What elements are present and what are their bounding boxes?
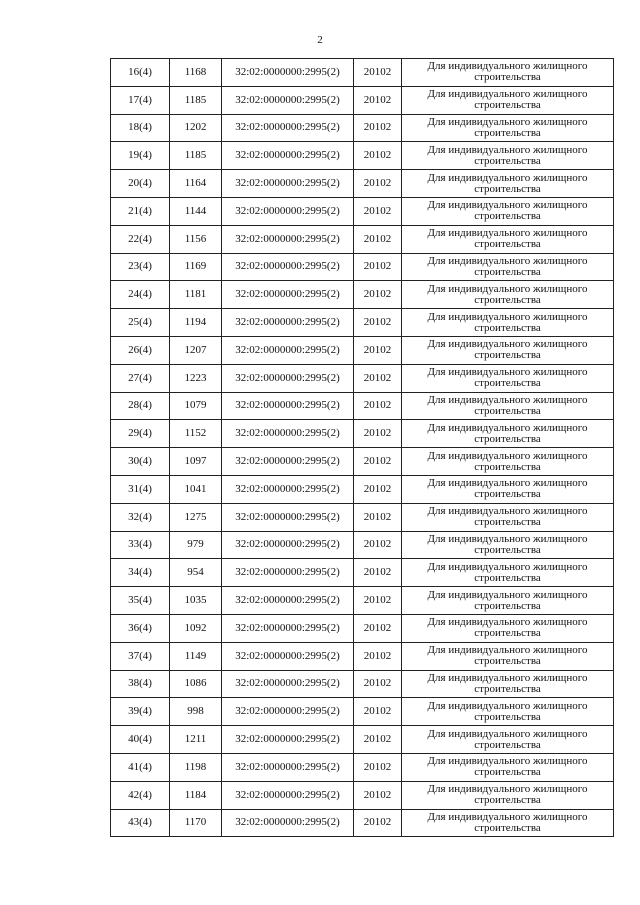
cadastral-number-cell: 32:02:0000000:2995(2) xyxy=(222,420,354,448)
purpose-text-line: Для индивидуального жилищного xyxy=(427,171,588,184)
purpose-text-line: Для индивидуального жилищного xyxy=(427,421,588,434)
area-cell: 1092 xyxy=(170,614,222,642)
code-cell: 20102 xyxy=(354,642,402,670)
plot-number-cell: 37(4) xyxy=(111,642,170,670)
cadastral-number-cell: 32:02:0000000:2995(2) xyxy=(222,448,354,476)
purpose-cell xyxy=(402,225,614,253)
code-cell: 20102 xyxy=(354,559,402,587)
table-row xyxy=(111,253,614,281)
purpose-text-line: Для индивидуального жилищного xyxy=(427,115,588,128)
cadastral-number-cell: 32:02:0000000:2995(2) xyxy=(222,225,354,253)
plot-number-cell: 40(4) xyxy=(111,726,170,754)
purpose-text-line: Для индивидуального жилищного xyxy=(427,671,588,684)
cadastral-number-cell: 32:02:0000000:2995(2) xyxy=(222,197,354,225)
purpose-cell xyxy=(402,59,614,87)
cadastral-number-cell: 32:02:0000000:2995(2) xyxy=(222,114,354,142)
table-row xyxy=(111,698,614,726)
table-row xyxy=(111,170,614,198)
purpose-text-line: строительства xyxy=(474,182,541,195)
purpose-text-line: строительства xyxy=(474,126,541,139)
table-body xyxy=(111,59,614,837)
purpose-text-line: строительства xyxy=(474,293,541,306)
plot-number-cell: 35(4) xyxy=(111,587,170,615)
purpose-text-line: строительства xyxy=(474,571,541,584)
area-cell: 1169 xyxy=(170,253,222,281)
purpose-text-line: Для индивидуального жилищного xyxy=(427,310,588,323)
plot-number-cell: 31(4) xyxy=(111,475,170,503)
area-cell: 1164 xyxy=(170,170,222,198)
table-row xyxy=(111,281,614,309)
plot-number-cell: 43(4) xyxy=(111,809,170,837)
area-cell: 1185 xyxy=(170,142,222,170)
purpose-cell xyxy=(402,197,614,225)
table-row xyxy=(111,670,614,698)
code-cell: 20102 xyxy=(354,253,402,281)
area-cell: 979 xyxy=(170,531,222,559)
area-cell: 1184 xyxy=(170,781,222,809)
purpose-text-line: Для индивидуального жилищного xyxy=(427,227,588,240)
purpose-text-line: строительства xyxy=(474,655,541,668)
table-row xyxy=(111,59,614,87)
code-cell: 20102 xyxy=(354,59,402,87)
area-cell: 1035 xyxy=(170,587,222,615)
purpose-cell xyxy=(402,86,614,114)
table-row xyxy=(111,809,614,837)
plot-number-cell: 27(4) xyxy=(111,364,170,392)
area-cell: 1275 xyxy=(170,503,222,531)
purpose-cell xyxy=(402,726,614,754)
area-cell: 1185 xyxy=(170,86,222,114)
purpose-text-line: строительства xyxy=(474,210,541,223)
purpose-cell xyxy=(402,614,614,642)
purpose-text-line: Для индивидуального жилищного xyxy=(427,810,588,823)
purpose-text-line: строительства xyxy=(474,99,541,112)
area-cell: 1198 xyxy=(170,753,222,781)
purpose-text-line: строительства xyxy=(474,432,541,445)
area-cell: 1194 xyxy=(170,309,222,337)
purpose-text-line: Для индивидуального жилищного xyxy=(427,282,588,295)
purpose-text-line: Для индивидуального жилищного xyxy=(427,727,588,740)
table-row xyxy=(111,726,614,754)
cadastral-number-cell: 32:02:0000000:2995(2) xyxy=(222,281,354,309)
purpose-text-line: Для индивидуального жилищного xyxy=(427,616,588,629)
plot-number-cell: 23(4) xyxy=(111,253,170,281)
purpose-text-line: строительства xyxy=(474,349,541,362)
purpose-cell xyxy=(402,753,614,781)
code-cell: 20102 xyxy=(354,781,402,809)
plot-number-cell: 34(4) xyxy=(111,559,170,587)
plot-number-cell: 20(4) xyxy=(111,170,170,198)
purpose-text-line: строительства xyxy=(474,682,541,695)
cadastral-number-cell: 32:02:0000000:2995(2) xyxy=(222,753,354,781)
table-row xyxy=(111,753,614,781)
purpose-text-line: Для индивидуального жилищного xyxy=(427,560,588,573)
purpose-text-line: Для индивидуального жилищного xyxy=(427,783,588,796)
area-cell: 1156 xyxy=(170,225,222,253)
purpose-cell xyxy=(402,809,614,837)
purpose-cell xyxy=(402,698,614,726)
code-cell: 20102 xyxy=(354,448,402,476)
plot-number-cell: 42(4) xyxy=(111,781,170,809)
plot-number-cell: 30(4) xyxy=(111,448,170,476)
code-cell: 20102 xyxy=(354,698,402,726)
code-cell: 20102 xyxy=(354,114,402,142)
purpose-text-line: строительства xyxy=(474,599,541,612)
cadastral-number-cell: 32:02:0000000:2995(2) xyxy=(222,475,354,503)
area-cell: 1149 xyxy=(170,642,222,670)
code-cell: 20102 xyxy=(354,197,402,225)
cadastral-number-cell: 32:02:0000000:2995(2) xyxy=(222,670,354,698)
cadastral-number-cell: 32:02:0000000:2995(2) xyxy=(222,59,354,87)
code-cell: 20102 xyxy=(354,392,402,420)
cadastral-number-cell: 32:02:0000000:2995(2) xyxy=(222,642,354,670)
table-row xyxy=(111,336,614,364)
code-cell: 20102 xyxy=(354,86,402,114)
table-row xyxy=(111,781,614,809)
area-cell: 1170 xyxy=(170,809,222,837)
purpose-text-line: строительства xyxy=(474,321,541,334)
table-row xyxy=(111,225,614,253)
code-cell: 20102 xyxy=(354,809,402,837)
purpose-text-line: Для индивидуального жилищного xyxy=(427,505,588,518)
purpose-cell xyxy=(402,364,614,392)
plot-number-cell: 33(4) xyxy=(111,531,170,559)
purpose-text-line: строительства xyxy=(474,460,541,473)
table-row xyxy=(111,559,614,587)
purpose-text-line: Для индивидуального жилищного xyxy=(427,755,588,768)
code-cell: 20102 xyxy=(354,336,402,364)
code-cell: 20102 xyxy=(354,364,402,392)
cadastral-number-cell: 32:02:0000000:2995(2) xyxy=(222,698,354,726)
purpose-text-line: Для индивидуального жилищного xyxy=(427,338,588,351)
purpose-text-line: строительства xyxy=(474,488,541,501)
plot-number-cell: 39(4) xyxy=(111,698,170,726)
code-cell: 20102 xyxy=(354,309,402,337)
code-cell: 20102 xyxy=(354,503,402,531)
purpose-text-line: Для индивидуального жилищного xyxy=(427,88,588,101)
purpose-cell xyxy=(402,531,614,559)
page-number: 2 xyxy=(317,34,323,46)
cadastral-number-cell: 32:02:0000000:2995(2) xyxy=(222,336,354,364)
purpose-text-line: строительства xyxy=(474,154,541,167)
area-cell: 1041 xyxy=(170,475,222,503)
purpose-cell xyxy=(402,642,614,670)
code-cell: 20102 xyxy=(354,726,402,754)
purpose-cell xyxy=(402,559,614,587)
area-cell: 1181 xyxy=(170,281,222,309)
cadastral-number-cell: 32:02:0000000:2995(2) xyxy=(222,531,354,559)
cadastral-number-cell: 32:02:0000000:2995(2) xyxy=(222,503,354,531)
purpose-text-line: строительства xyxy=(474,738,541,751)
cadastral-number-cell: 32:02:0000000:2995(2) xyxy=(222,614,354,642)
code-cell: 20102 xyxy=(354,753,402,781)
purpose-cell xyxy=(402,420,614,448)
plot-number-cell: 18(4) xyxy=(111,114,170,142)
plot-number-cell: 38(4) xyxy=(111,670,170,698)
table-row xyxy=(111,364,614,392)
purpose-text-line: строительства xyxy=(474,238,541,251)
area-cell: 1168 xyxy=(170,59,222,87)
code-cell: 20102 xyxy=(354,475,402,503)
purpose-text-line: строительства xyxy=(474,710,541,723)
purpose-cell xyxy=(402,448,614,476)
cadastral-number-cell: 32:02:0000000:2995(2) xyxy=(222,142,354,170)
table-row xyxy=(111,392,614,420)
purpose-text-line: строительства xyxy=(474,627,541,640)
cadastral-number-cell: 32:02:0000000:2995(2) xyxy=(222,781,354,809)
table-row xyxy=(111,142,614,170)
purpose-text-line: Для индивидуального жилищного xyxy=(427,199,588,212)
table-row xyxy=(111,448,614,476)
land-plots-table xyxy=(110,58,614,837)
purpose-text-line: Для индивидуального жилищного xyxy=(427,532,588,545)
code-cell: 20102 xyxy=(354,587,402,615)
purpose-cell xyxy=(402,170,614,198)
table-row xyxy=(111,86,614,114)
purpose-text-line: строительства xyxy=(474,543,541,556)
code-cell: 20102 xyxy=(354,225,402,253)
code-cell: 20102 xyxy=(354,281,402,309)
purpose-cell xyxy=(402,281,614,309)
code-cell: 20102 xyxy=(354,170,402,198)
plot-number-cell: 19(4) xyxy=(111,142,170,170)
plot-number-cell: 36(4) xyxy=(111,614,170,642)
area-cell: 1144 xyxy=(170,197,222,225)
cadastral-number-cell: 32:02:0000000:2995(2) xyxy=(222,726,354,754)
cadastral-number-cell: 32:02:0000000:2995(2) xyxy=(222,809,354,837)
purpose-text-line: Для индивидуального жилищного xyxy=(427,60,588,73)
table-row xyxy=(111,642,614,670)
area-cell: 1202 xyxy=(170,114,222,142)
table-row xyxy=(111,309,614,337)
table-row xyxy=(111,475,614,503)
purpose-cell xyxy=(402,781,614,809)
purpose-text-line: Для индивидуального жилищного xyxy=(427,393,588,406)
plot-number-cell: 22(4) xyxy=(111,225,170,253)
purpose-cell xyxy=(402,392,614,420)
plot-number-cell: 25(4) xyxy=(111,309,170,337)
plot-number-cell: 24(4) xyxy=(111,281,170,309)
purpose-text-line: строительства xyxy=(474,821,541,834)
plot-number-cell: 21(4) xyxy=(111,197,170,225)
table-row xyxy=(111,197,614,225)
cadastral-number-cell: 32:02:0000000:2995(2) xyxy=(222,559,354,587)
purpose-text-line: Для индивидуального жилищного xyxy=(427,449,588,462)
purpose-text-line: строительства xyxy=(474,516,541,529)
purpose-cell xyxy=(402,587,614,615)
purpose-text-line: Для индивидуального жилищного xyxy=(427,699,588,712)
cadastral-number-cell: 32:02:0000000:2995(2) xyxy=(222,309,354,337)
table-row xyxy=(111,531,614,559)
purpose-cell xyxy=(402,114,614,142)
purpose-text-line: Для индивидуального жилищного xyxy=(427,477,588,490)
cadastral-number-cell: 32:02:0000000:2995(2) xyxy=(222,170,354,198)
purpose-cell xyxy=(402,503,614,531)
purpose-cell xyxy=(402,309,614,337)
code-cell: 20102 xyxy=(354,420,402,448)
area-cell: 954 xyxy=(170,559,222,587)
plot-number-cell: 16(4) xyxy=(111,59,170,87)
area-cell: 998 xyxy=(170,698,222,726)
purpose-text-line: строительства xyxy=(474,377,541,390)
area-cell: 1211 xyxy=(170,726,222,754)
plot-number-cell: 41(4) xyxy=(111,753,170,781)
plot-number-cell: 28(4) xyxy=(111,392,170,420)
purpose-text-line: строительства xyxy=(474,794,541,807)
area-cell: 1152 xyxy=(170,420,222,448)
purpose-text-line: Для индивидуального жилищного xyxy=(427,366,588,379)
purpose-text-line: Для индивидуального жилищного xyxy=(427,644,588,657)
table-row xyxy=(111,587,614,615)
plot-number-cell: 32(4) xyxy=(111,503,170,531)
cadastral-number-cell: 32:02:0000000:2995(2) xyxy=(222,587,354,615)
table-row xyxy=(111,503,614,531)
code-cell: 20102 xyxy=(354,531,402,559)
purpose-text-line: Для индивидуального жилищного xyxy=(427,143,588,156)
plot-number-cell: 29(4) xyxy=(111,420,170,448)
purpose-text-line: Для индивидуального жилищного xyxy=(427,588,588,601)
purpose-text-line: строительства xyxy=(474,766,541,779)
area-cell: 1223 xyxy=(170,364,222,392)
table-row xyxy=(111,614,614,642)
cadastral-number-cell: 32:02:0000000:2995(2) xyxy=(222,392,354,420)
purpose-text-line: строительства xyxy=(474,265,541,278)
area-cell: 1097 xyxy=(170,448,222,476)
purpose-text-line: Для индивидуального жилищного xyxy=(427,254,588,267)
cadastral-number-cell: 32:02:0000000:2995(2) xyxy=(222,364,354,392)
table-row xyxy=(111,420,614,448)
purpose-text-line: строительства xyxy=(474,404,541,417)
cadastral-number-cell: 32:02:0000000:2995(2) xyxy=(222,86,354,114)
cadastral-number-cell: 32:02:0000000:2995(2) xyxy=(222,253,354,281)
purpose-cell xyxy=(402,336,614,364)
purpose-cell xyxy=(402,670,614,698)
purpose-cell xyxy=(402,475,614,503)
area-cell: 1086 xyxy=(170,670,222,698)
purpose-text-line: строительства xyxy=(474,71,541,84)
area-cell: 1079 xyxy=(170,392,222,420)
table-row xyxy=(111,114,614,142)
plot-number-cell: 17(4) xyxy=(111,86,170,114)
code-cell: 20102 xyxy=(354,142,402,170)
area-cell: 1207 xyxy=(170,336,222,364)
code-cell: 20102 xyxy=(354,614,402,642)
purpose-cell xyxy=(402,142,614,170)
code-cell: 20102 xyxy=(354,670,402,698)
plot-number-cell: 26(4) xyxy=(111,336,170,364)
purpose-cell xyxy=(402,253,614,281)
